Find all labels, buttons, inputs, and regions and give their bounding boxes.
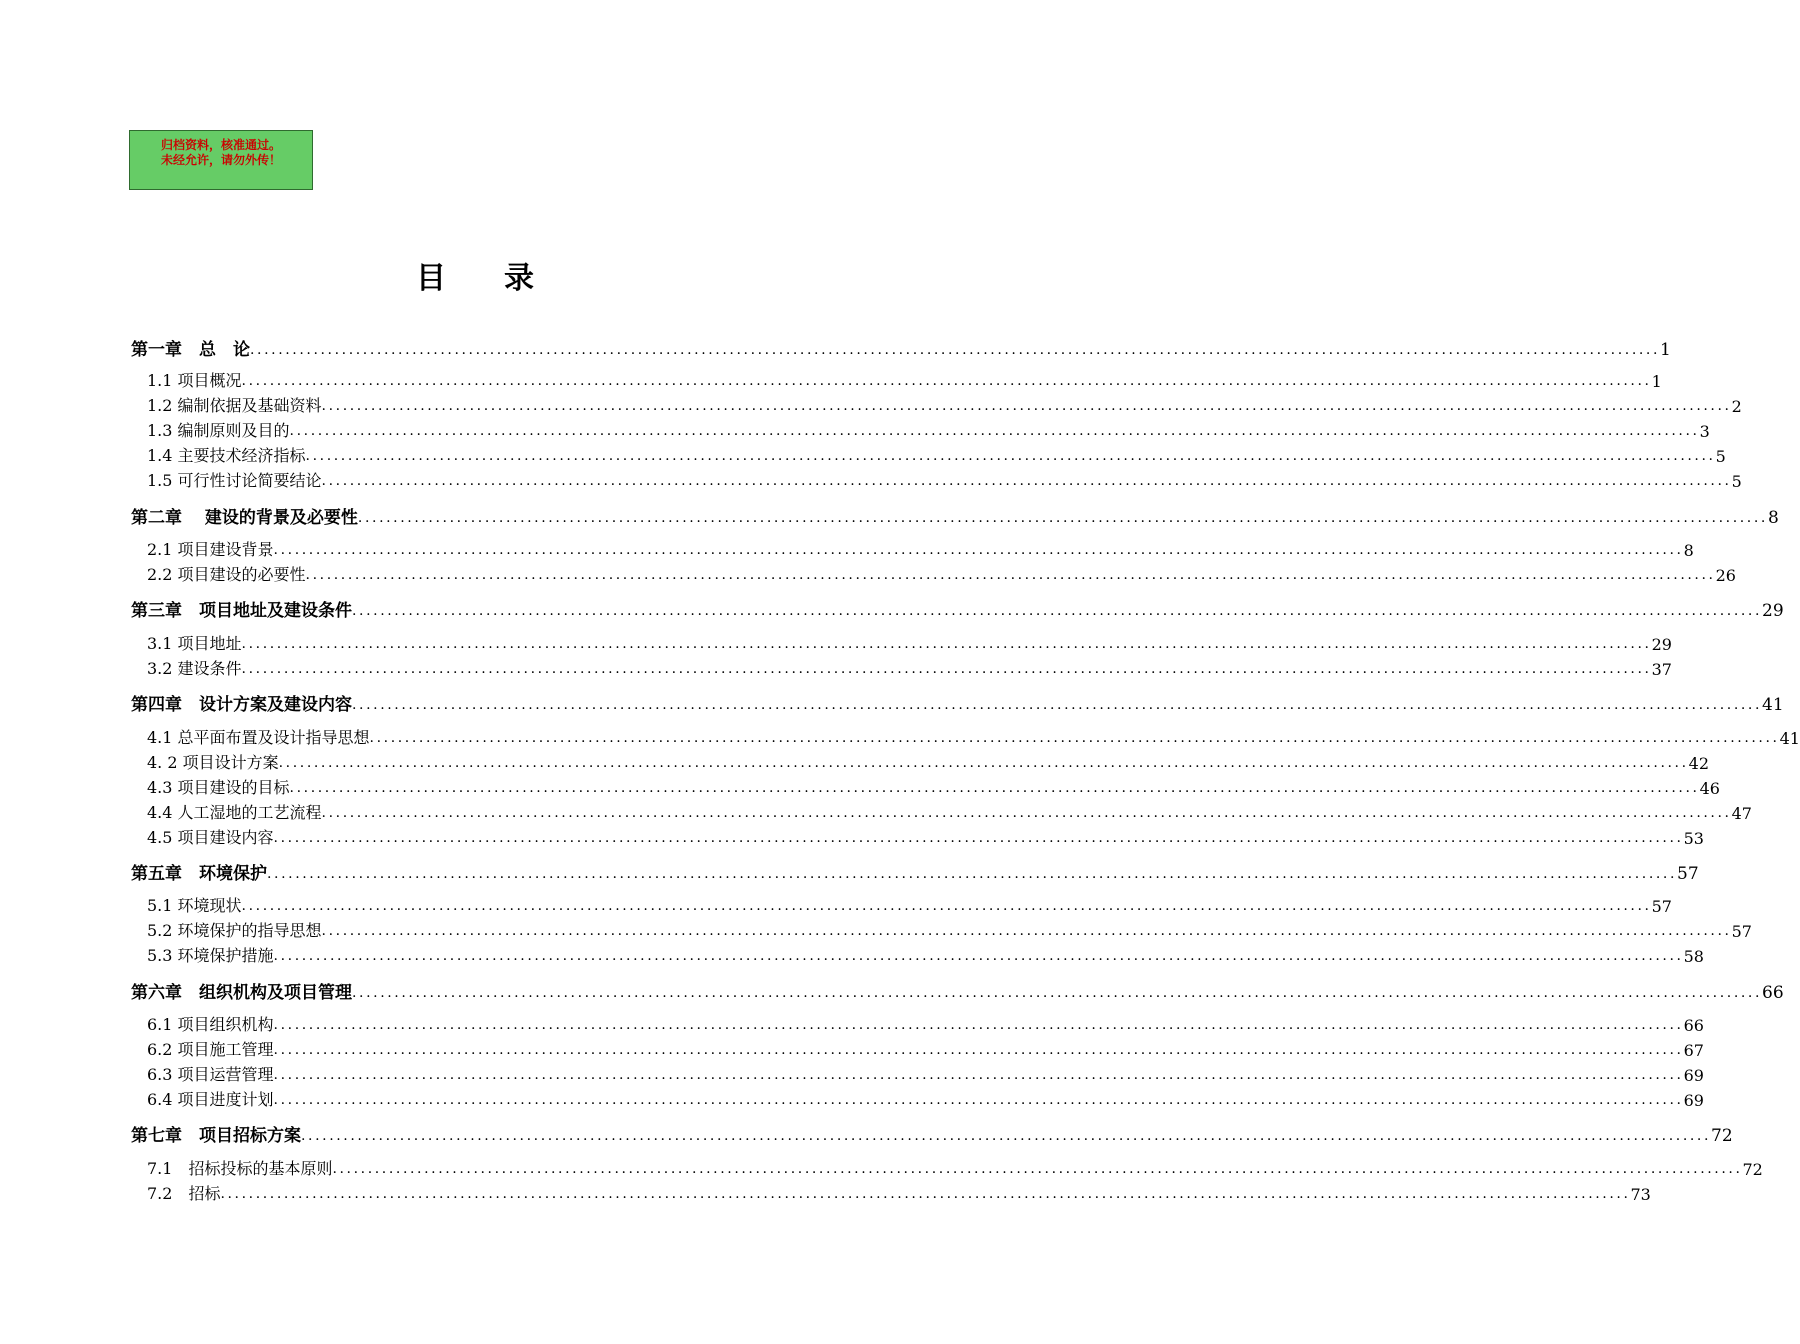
- toc-dot-leader: ........................................................................................................................................................................................................: [321, 805, 1732, 821]
- toc-dot-leader: ........................................................................................................................................................................................................: [220, 1186, 1631, 1202]
- toc-dot-leader: ........................................................................................................................................................................................................: [321, 398, 1732, 414]
- toc-section-entry[interactable]: [147, 1155, 1763, 1179]
- toc-entry-label: 4. 2 项目设计方案: [147, 753, 279, 772]
- toc-chapter-entry[interactable]: [131, 689, 1784, 715]
- toc-section-entry[interactable]: [147, 655, 1672, 679]
- toc-page-number: 5: [1731, 472, 1742, 491]
- toc-dot-leader: ........................................................................................................................................................................................................: [352, 697, 1763, 713]
- toc-section-entry[interactable]: [147, 1011, 1704, 1035]
- toc-dot-leader: ........................................................................................................................................................................................................: [305, 448, 1716, 464]
- toc-entry-label: 1.4 主要技术经济指标: [147, 446, 306, 465]
- toc-chapter-entry[interactable]: [131, 595, 1784, 621]
- toc-chapter-entry[interactable]: [131, 502, 1779, 528]
- toc-page-number: 5: [1715, 447, 1726, 466]
- toc-page-number: 41: [1762, 695, 1784, 715]
- toc-page-number: 1: [1651, 372, 1662, 391]
- toc-entry-label: 第五章 环境保护: [131, 864, 267, 884]
- toc-entry-label: 5.2 环境保护的指导思想: [147, 921, 322, 940]
- toc-entry-label: 第二章 建设的背景及必要性: [131, 508, 358, 528]
- page-title: 目录: [416, 261, 592, 296]
- toc-page-number: 29: [1651, 635, 1672, 654]
- toc-page-number: 58: [1683, 947, 1704, 966]
- toc-dot-leader: ........................................................................................................................................................................................................: [267, 866, 1678, 882]
- toc-section-entry[interactable]: [147, 774, 1720, 798]
- toc-dot-leader: ........................................................................................................................................................................................................: [289, 423, 1700, 439]
- toc-entry-label: 1.1 项目概况: [147, 371, 242, 390]
- toc-dot-leader: ........................................................................................................................................................................................................: [352, 603, 1763, 619]
- stamp-line-1: 归档资料，核准通过。: [160, 138, 281, 152]
- toc-entry-label: 4.3 项目建设的目标: [147, 778, 290, 797]
- toc-dot-leader: ........................................................................................................................................................................................................: [273, 1042, 1684, 1058]
- toc-entry-label: 2.2 项目建设的必要性: [147, 565, 306, 584]
- toc-page-number: 1: [1660, 340, 1671, 360]
- toc-dot-leader: ........................................................................................................................................................................................................: [273, 542, 1684, 558]
- toc-entry-label: 2.1 项目建设背景: [147, 540, 274, 559]
- toc-section-entry[interactable]: [147, 917, 1752, 941]
- toc-dot-leader: ........................................................................................................................................................................................................: [273, 830, 1684, 846]
- toc-dot-leader: ........................................................................................................................................................................................................: [241, 636, 1652, 652]
- toc-dot-leader: ........................................................................................................................................................................................................: [332, 1161, 1743, 1177]
- toc-entry-label: 7.1 招标投标的基本原则: [147, 1159, 333, 1178]
- toc-section-entry[interactable]: [147, 561, 1736, 585]
- toc-page-number: 26: [1715, 566, 1736, 585]
- toc-dot-leader: ........................................................................................................................................................................................................: [352, 985, 1763, 1001]
- toc-section-entry[interactable]: [147, 1086, 1704, 1110]
- toc-section-entry[interactable]: [147, 630, 1672, 654]
- toc-section-entry[interactable]: [147, 749, 1710, 773]
- toc-dot-leader: ........................................................................................................................................................................................................: [301, 1128, 1712, 1144]
- toc-dot-leader: ........................................................................................................................................................................................................: [273, 1017, 1684, 1033]
- toc-entry-label: 第六章 组织机构及项目管理: [131, 983, 352, 1003]
- toc-page-number: 57: [1677, 864, 1699, 884]
- toc-entry-label: 3.2 建设条件: [147, 659, 242, 678]
- toc-section-entry[interactable]: [147, 392, 1742, 416]
- toc-entry-label: 第七章 项目招标方案: [131, 1126, 301, 1146]
- toc-section-entry[interactable]: [147, 417, 1710, 441]
- toc-page-number: 67: [1683, 1041, 1704, 1060]
- toc-page-number: 69: [1683, 1066, 1704, 1085]
- toc-entry-label: 4.5 项目建设内容: [147, 828, 274, 847]
- toc-dot-leader: ........................................................................................................................................................................................................: [278, 755, 1689, 771]
- toc-chapter-entry[interactable]: [131, 858, 1699, 884]
- toc-entry-label: 3.1 项目地址: [147, 634, 242, 653]
- toc-page-number: 66: [1762, 983, 1784, 1003]
- toc-page-number: 66: [1683, 1016, 1704, 1035]
- toc-section-entry[interactable]: [147, 1061, 1704, 1085]
- toc-entry-label: 4.4 人工湿地的工艺流程: [147, 803, 322, 822]
- toc-dot-leader: ........................................................................................................................................................................................................: [357, 510, 1768, 526]
- toc-entry-label: 6.2 项目施工管理: [147, 1040, 274, 1059]
- toc-dot-leader: ........................................................................................................................................................................................................: [289, 780, 1700, 796]
- toc-page-number: 42: [1688, 754, 1710, 773]
- toc-page-number: 57: [1651, 897, 1672, 916]
- toc-entry-label: 6.4 项目进度计划: [147, 1090, 274, 1109]
- toc-entry-label: 第一章 总 论: [131, 340, 250, 360]
- toc-page-number: 37: [1651, 660, 1672, 679]
- toc-entry-label: 6.1 项目组织机构: [147, 1015, 274, 1034]
- toc-page-number: 3: [1699, 422, 1710, 441]
- toc-page-number: 69: [1683, 1091, 1704, 1110]
- toc-page-number: 41: [1779, 729, 1800, 748]
- toc-chapter-entry[interactable]: [131, 977, 1784, 1003]
- toc-section-entry[interactable]: [147, 442, 1726, 466]
- toc-page-number: 73: [1630, 1185, 1651, 1204]
- toc-section-entry[interactable]: [147, 367, 1662, 391]
- toc-dot-leader: ........................................................................................................................................................................................................: [321, 473, 1732, 489]
- toc-page-number: 53: [1683, 829, 1704, 848]
- toc-entry-label: 5.1 环境现状: [147, 896, 242, 915]
- toc-page-number: 57: [1731, 922, 1752, 941]
- toc-entry-label: 1.3 编制原则及目的: [147, 421, 290, 440]
- toc-section-entry[interactable]: [147, 467, 1742, 491]
- toc-dot-leader: ........................................................................................................................................................................................................: [250, 342, 1661, 358]
- toc-dot-leader: ........................................................................................................................................................................................................: [241, 661, 1652, 677]
- toc-section-entry[interactable]: [147, 1180, 1651, 1204]
- toc-dot-leader: ........................................................................................................................................................................................................: [241, 373, 1652, 389]
- toc-chapter-entry[interactable]: [131, 1120, 1733, 1146]
- toc-entry-label: 6.3 项目运营管理: [147, 1065, 274, 1084]
- toc-dot-leader: ........................................................................................................................................................................................................: [369, 730, 1780, 746]
- toc-page-number: 29: [1762, 601, 1784, 621]
- toc-section-entry[interactable]: [147, 536, 1694, 560]
- toc-entry-label: 7.2 招标: [147, 1184, 221, 1203]
- toc-section-entry[interactable]: [147, 824, 1704, 848]
- toc-entry-label: 1.2 编制依据及基础资料: [147, 396, 322, 415]
- toc-dot-leader: ........................................................................................................................................................................................................: [321, 923, 1732, 939]
- toc-entry-label: 1.5 可行性讨论简要结论: [147, 471, 322, 490]
- toc-entry-label: 第四章 设计方案及建设内容: [131, 695, 352, 715]
- toc-section-entry[interactable]: [147, 799, 1752, 823]
- toc-section-entry[interactable]: [147, 1036, 1704, 1060]
- toc-dot-leader: ........................................................................................................................................................................................................: [273, 948, 1684, 964]
- toc-entry-label: 5.3 环境保护措施: [147, 946, 274, 965]
- toc-page-number: 2: [1731, 397, 1742, 416]
- toc-page-number: 46: [1699, 779, 1720, 798]
- toc-page-number: 47: [1731, 804, 1752, 823]
- stamp-line-2: 未经允许，请勿外传！: [160, 153, 281, 167]
- toc-section-entry[interactable]: [147, 892, 1672, 916]
- toc-page-number: 72: [1711, 1126, 1733, 1146]
- toc-entry-label: 4.1 总平面布置及设计指导思想: [147, 728, 370, 747]
- toc-section-entry[interactable]: [147, 724, 1800, 748]
- toc-page-number: 8: [1683, 541, 1694, 560]
- toc-dot-leader: ........................................................................................................................................................................................................: [273, 1092, 1684, 1108]
- toc-dot-leader: ........................................................................................................................................................................................................: [305, 567, 1716, 583]
- toc-page-number: 8: [1767, 508, 1779, 528]
- toc-chapter-entry[interactable]: [131, 334, 1671, 360]
- toc-dot-leader: ........................................................................................................................................................................................................: [241, 898, 1652, 914]
- toc-section-entry[interactable]: [147, 942, 1704, 966]
- toc-page-number: 72: [1742, 1160, 1763, 1179]
- toc-dot-leader: ........................................................................................................................................................................................................: [273, 1067, 1684, 1083]
- toc-entry-label: 第三章 项目地址及建设条件: [131, 601, 352, 621]
